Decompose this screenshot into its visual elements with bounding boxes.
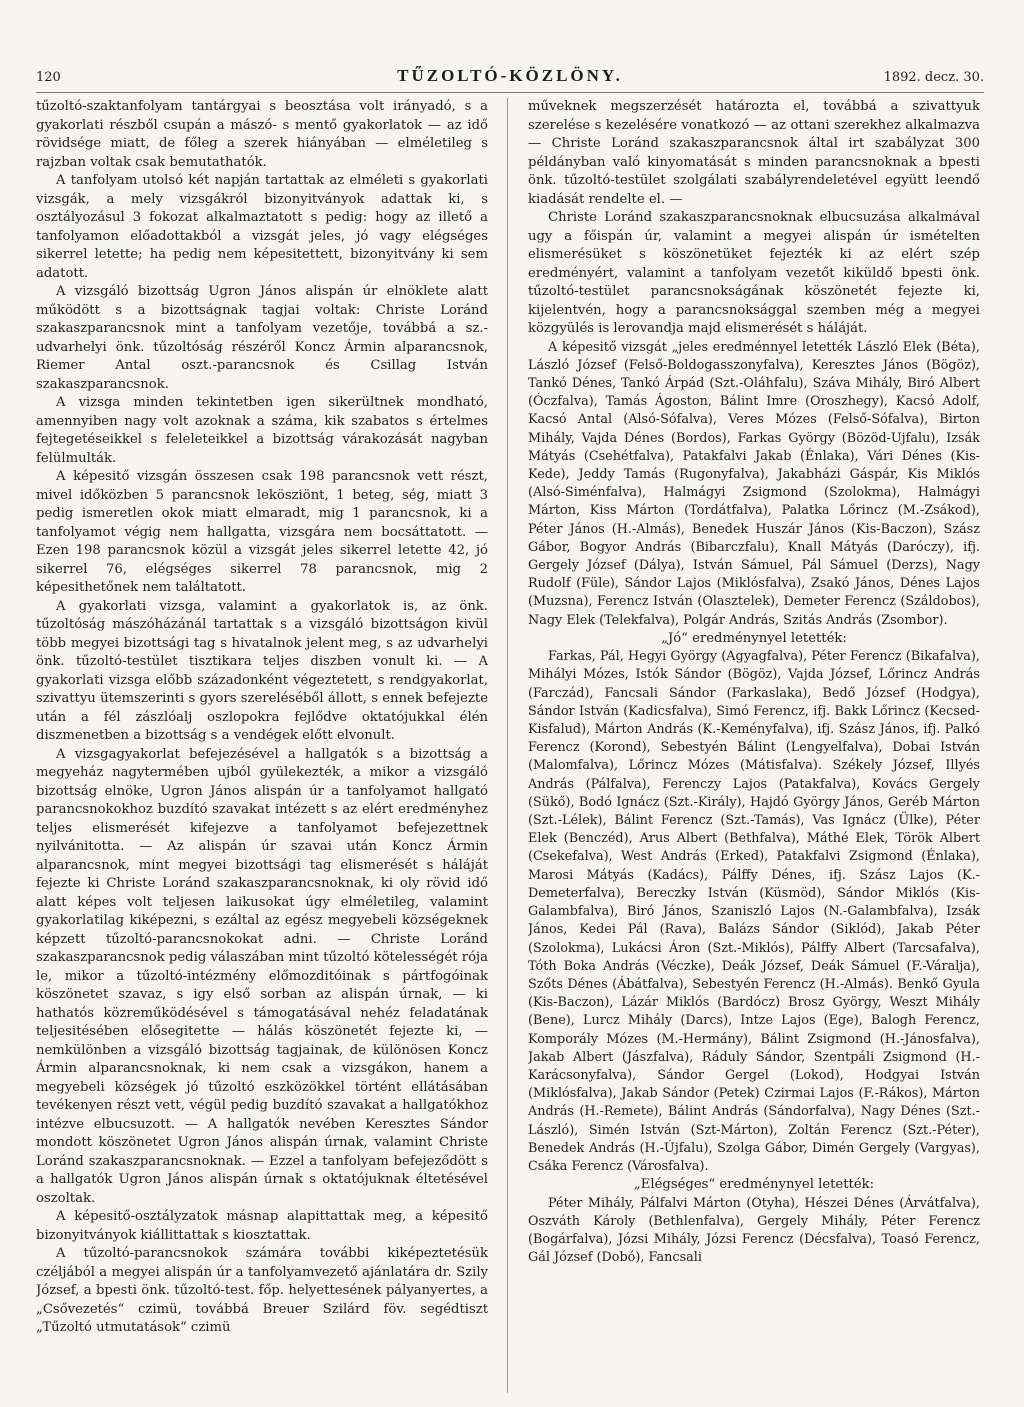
paragraph: A tűzoltó-parancsnokok számára további kiképeztetésük czéljából a megyei alispán úr a tanfolyamvezető ajánlatára dr. Szily József, a bpesti önk. tűzoltó-test. főp. helyettesének pályanyertes, a „Csővezetés“ czimü, továbbá Breuer Szilárd föv. segédtiszt „Tűzoltó utmutatások“ czimü: [36, 1246, 488, 1335]
page-number: 120: [36, 70, 61, 85]
paragraph: A tanfolyam utolsó két napján tartattak az elméleti s gyakorlati vizsgák, a mely vizsgákról bizonyitványok adattak ki, s osztályozásul 3 fokozat alkalmaztatott s pedig: hogy az illető a tanfolyamon előadottakból a vizsgát jeles, jó vagy elégséges sikerrel letette; ha pedig nem képesitettett, bizonyitvány ki sem adatott.: [36, 173, 488, 281]
paragraph: A képesitő-osztályzatok másnap alapittattak meg, a képesitő bizonyitványok kiállittattak s kiosztattak.: [36, 1209, 488, 1243]
paragraph: Christe Loránd szakaszparancsnoknak elbucsuzása alkalmával ugy a főispán úr, valamint a megyei alispán úr ismételten elismerésüket s köszönetüket fejezték ki az elért szép eredményért, valamint a tanfolyam vezetőt kiküldő bpesti önk. tűzoltó-testület parancsnokságának köszönetét fejezte ki, kijelentvén, hogy a parancsnoksággal szemben még a megyei közgyülés is lerovandja majd elismerését s háláját.: [528, 210, 980, 336]
section-heading-elegseges: „Elégséges“ eredménynyel letették:: [633, 1177, 875, 1193]
paragraph: A képesitő vizsgán összesen csak 198 parancsnok vett részt, mivel időközben 5 parancsnok lekösziönt, 1 beteg, ség, miatt 3 pedig ismeretlen okok miatt elmaradt, mig 1 parancsnok, ki a tanfolyamot végig nem hallgatta, vizsgára nem bocsáttatott. — Ezen 198 parancsnok közül a vizsgát jeles sikerrel letette 42, jó sikerrel 76, elégséges sikerrel 78 parancsnok, mig 2 képesithetőnek nem találtatott.: [36, 469, 488, 595]
names-list-jeles: A képesitő vizsgát „jeles eredménnyel letették László Elek (Béta), László József (Felső-Boldogasszonyfalva), Keresztes János (Bögöz), Tankó Dénes, Tankó Árpád (Szt.-Oláhfalu), Száva Mihály, Biró Albert (Óczfalva), Tamás Ágoston, Bálint Imre (Oroszhegy), Kacsó Adolf, Kacsó Antal (Alsó-Sófalva), Veres Mózes (Felső-Sófalva), Birton Mihály, Vajda Dénes (Bordos), Farkas György (Bözöd-Ujfalu), Izsák Mátyás (Csehétfalva), Patakfalvi Jakab (Énlaka), Vári Dénes (Kis-Kede), Jeddy Tamás (Rugonyfalva), Jakabházi Gáspár, Kis Miklós (Alsó-Siménfalva), Halmágyi Zsigmond (Szolokma), Halmágyi Márton, Kiss Márton (Tordátfalva), Palatka Lőrincz (M.-Zsákod), Péter János (H.-Almás), Benedek Huszár János (Kis-Baczon), Szász Gábor, Bogyor András (Bibarczfalu), Knall Mátyás (Daróczy), ifj. Gergely József (Dálya), István Sámuel, Pál Sámuel (Derzs), Nagy Rudolf (Füle), Sándor Lajos (Miklósfalva), Zsakó János, Dénes Lajos (Muzsna), Ferencz István (Olasztelek), Demeter Ferencz (Száldobos), Nagy Elek (Telekfalva), Polgár András, Szitás András (Zsombor).: [528, 339, 980, 628]
left-column: [36, 98, 488, 1393]
paragraph: A vizsga minden tekintetben igen sikerültnek mondható, amennyiben nagy volt azoknak a száma, kik szabatos s értelmes fejtegetéseikkel s feleleteikkel a bizottság várakozását nagyban felülmulták.: [36, 395, 488, 466]
paragraph: A vizsgáló bizottság Ugron János alispán úr elnöklete alatt működött s a bizottságnak tagjai voltak: Christe Loránd szakaszparancsnok mint a tanfolyam vezetője, továbbá a sz.-udvarhelyi önk. tűzoltóság részéről Koncz Ármin alparancsnok, Riemer Antal oszt.-parancsnok és Csillag István szakaszparancsnok.: [36, 284, 488, 392]
column-divider: [507, 98, 508, 1393]
names-list-jo: Farkas, Pál, Hegyi György (Agyagfalva), Péter Ferencz (Bikafalva), Mihályi Mózes, Istók Sándor (Bögöz), Vajda József, Lőrincz András (Farczád), Fancsali Sándor (Farkaslaka), Bedő József (Hodgya), Sándor István (Kadicsfalva), Simó Ferencz, ifj. Bakk Lőrincz (Kecsed-Kisfalud), Márton András (K.-Keményfalva), ifj. Szász János, ifj. Palkó Ferencz (Korond), Sebestyén Bálint (Lengyelfalva), Dobai István (Malomfalva), Lőrincz Mózes (Mátisfalva). Székely József, Illyés András (Pálfalva), Ferenczy Lajos (Patakfalva), Kovács Gergely (Sükő), Bodó Ignácz (Szt.-Király), Hajdó György János, Geréb Márton (Szt.-Lélek), Bálint Ferencz (Szt.-Tamás), Vas Ignácz (Ülke), Péter Elek (Benczéd), Arus Albert (Bethfalva), Máthé Elek, Török Albert (Csekefalva), West András (Erked), Patakfalvi Zsigmond (Énlaka), Marosi Mátyás (Kadács), Pálffy Dénes, ifj. Szász Lajos (K.-Demeterfalva), Bereczky István (Küsmöd), Sándor Miklós (Kis-Galambfalva), Biró János, Szaniszló Lajos (N.-Galambfalva), Izsák János, Kedei Pál (Rava), Balázs Sándor (Siklód), Jakab Péter (Szolokma), Lukácsi Áron (Szt.-Miklós), Pálffy Albert (Tarcsafalva), Tóth Boka András (Véczke), Deák József, Deák Sámuel (F.-Váralja), Szőts Dénes (Ábátfalva), Sebestyén Ferencz (H.-Almás). Benkő Gyula (Kis-Baczon), Lázár Miklós (Bardócz) Brosz György, Weszt Mihály (Bene), Lurcz Mihály (Darcs), Intze Lajos (Ege), Balogh Ferencz, Komporály Mózes (M.-Hermány), Bálint Zsigmond (H.-Jánosfalva), Jakab Albert (Jászfalva), Ráduly Sándor, Szentpáli Zsigmond (H.-Karácsonyfalva), Sándor Gergel (Lokod), Hodgyai István (Miklósfalva), Jakab Sándor (Petek) Czirmai Lajos (F.-Rákos), Márton András (H.-Remete), Bálint András (Sándorfalva), Nagy Dénes (Szt.-László), Simén István (Szt-Márton), Zoltán Ferencz (Szt.-Péter), Benedek András (H.-Újfalu), Szolga Gábor, Dimén Gergely (Vargyas), Csáka Ferencz (Városfalva).: [528, 649, 980, 1174]
paragraph: műveknek megszerzését határozta el, továbbá a szivattyuk szerelése s kezelésére vonatkozó — az ottani szerekhez alkalmazva — Christe Loránd szakaszparancsnok által irt szabályzat 300 példányban való kinyomatását s minden parancsnoknak a bpesti önk. tűzoltó-testület szolgálati szabályrendeletével együtt leendő kiadását rendelte el. —: [528, 99, 980, 207]
paragraph: tűzoltó-szaktanfolyam tantárgyai s beosztása volt irányadó, s a gyakorlati részből csupán a mászó- s mentő gyakorlatok — az idő rövidsége miatt, de főleg a szerek hiányában — elméletileg s rajzban voltak csak bemutathatók.: [36, 99, 488, 170]
page-header: [36, 66, 984, 90]
paragraph: A vizsgagyakorlat befejezésével a hallgatók s a bizottság a megyeház nagytermében ujból gyülekezték, a mikor a vizsgáló bizottság elnöke, Ugron János alispán úr a tanfolyamot hallgató parancsnokokhoz buzdító szavakat intézett s az elért eredményhez teljes elismerését kifejezve a tanfolyamot befejezettnek nyilvánitotta. — Az alispán úr szavai után Koncz Ármin alparancsnok, mint megyei bizottsági tag elismerését s háláját fejezte ki Christe Loránd szakaszparancsnoknak, ki oly rövid idő alatt képes volt teljesen laikusokat úgy elméletileg, valamint gyakorlatilag kiképezni, s ezáltal az egész megyebeli községeknek képzett tűzoltó-parancsnokokat adni. — Christe Loránd szakaszparancsnok pedig válaszában mint tűzoltó kötelességét rója le, mikor a tűzoltó-intézmény előmozditóinak s pártfogóinak köszönetet szavaz, s igy első sorban az alispán úrnak, — ki hathatós közreműködésével s támogatásával nehéz feladatának teljesitésében elősegitette — hálás köszönetét fejezte ki, — nemkülönben a vizsgáló bizottság tagjainak, de különösen Koncz Ármin alparancsnoknak, ki nem csak a vizsgákon, hanem a megyebeli községek jó tűzoltó eszközökkel történt ellátásában tevékenyen részt vett, végül pedig buzdító szavakat a hallgatókhoz intézve elbucsuzott. — A hallgatók nevében Keresztes Sándor mondott köszönetet Ugron János alispán úrnak, valamint Christe Loránd szakaszparancsnoknak. — Ezzel a tanfolyam befejeződött s a hallgatók Ugron János alispán úrnak s oktatójuknak éltetésével oszoltak.: [36, 746, 488, 1206]
header-rule: [36, 92, 984, 93]
paragraph: A gyakorlati vizsga, valamint a gyakorlatok is, az önk. tűzoltóság mászóházánál tartattak s a vizsgáló bizottságon kivül több megyei bizottsági tag s hivatalnok jelent meg, s az udvarhelyi önk. tűzoltó-testület tisztikara teljes diszben vonult ki. — A gyakorlati vizsga előbb századonként végeztetett, s rendgyakorlat, szivattyu ütemszerinti s gyors szereléséből állott, s ennek befejezte után a fél zászlóalj oszlopokra fejlődve oktatójukkal élén diszmenetben a bizottság s a vendégek előtt elvonult.: [36, 598, 488, 743]
newspaper-title: TŰZOLTÓ-KÖZLÖNY.: [397, 66, 623, 85]
section-heading-jo: „Jó“ eredménynyel letették:: [661, 630, 847, 646]
issue-date: 1892. decz. 30.: [883, 70, 984, 85]
names-list-elegseges: Péter Mihály, Pálfalvi Márton (Otyha), Hészei Dénes (Árvátfalva), Oszváth Károly (Bethlenfalva), Gergely Mihály, Péter Ferencz (Bogárfalva), Józsi Mihály, Józsi Ferencz (Décsfalva), Toasó Ferencz, Gál József (Dobó), Fancsali: [528, 1195, 980, 1266]
right-column: [528, 98, 980, 1393]
